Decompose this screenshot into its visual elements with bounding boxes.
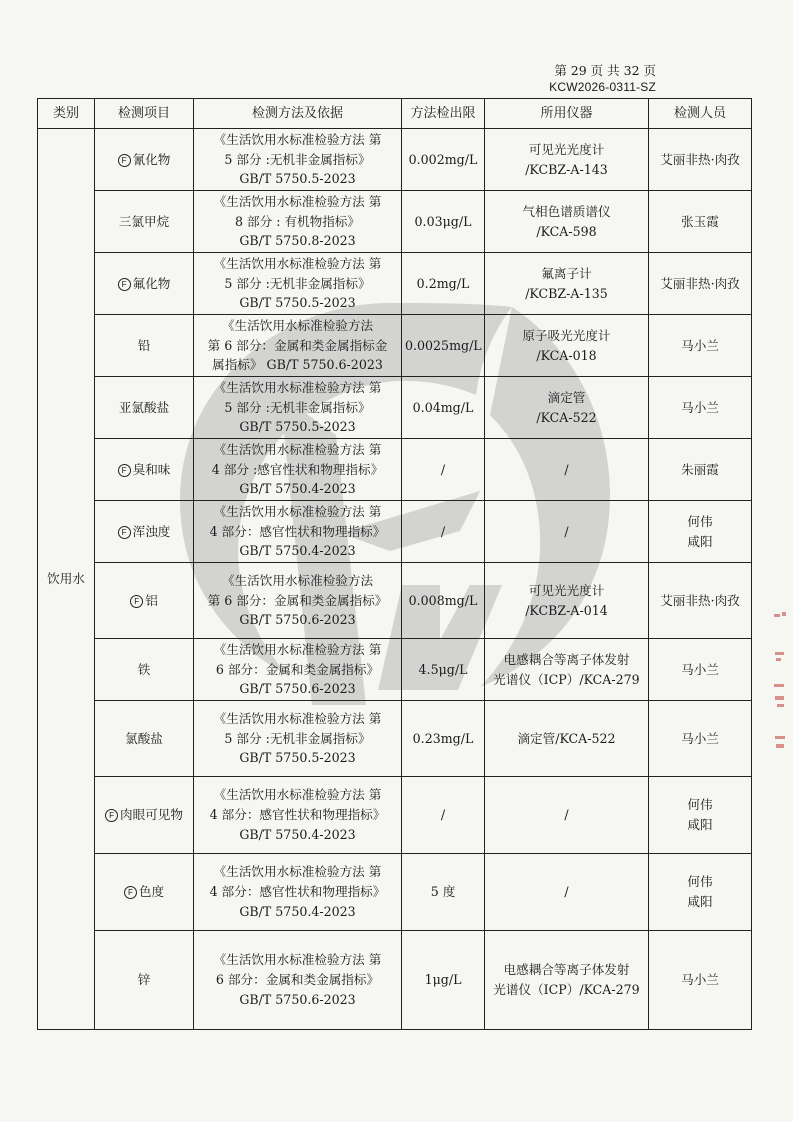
method-cell — [194, 439, 402, 501]
limit-cell: 0.002mg/L — [402, 129, 485, 191]
table-header — [38, 99, 752, 129]
item-name: 肉眼可见物 — [120, 807, 183, 823]
table-row — [38, 377, 752, 439]
instrument-cell — [485, 639, 649, 701]
method-line: 4 部分 :感官性状和物理指标》 — [211, 461, 384, 477]
limit-cell: 0.04mg/L — [402, 377, 485, 439]
instrument-cell — [485, 377, 649, 439]
col-header-staff: 检测人员 — [649, 99, 752, 129]
limit-cell: 0.03μg/L — [402, 191, 485, 253]
instrument-line: 滴定管/KCA-522 — [517, 730, 616, 746]
table-body — [38, 129, 752, 1030]
instrument-line: 可见光光度计 — [528, 582, 605, 598]
method-cell — [194, 563, 402, 639]
method-line: 《生活饮用水标准检验方法 第 — [213, 193, 382, 209]
item-name: 色度 — [138, 884, 165, 900]
instrument-line: 光谱仪（ICP）/KCA-279 — [493, 982, 640, 997]
staff-name: 马小兰 — [681, 399, 719, 415]
circled-f-icon: F — [130, 595, 143, 608]
method-line: GB/T 5750.6-2023 — [239, 991, 356, 1007]
staff-name: 艾丽非热·肉孜 — [660, 151, 740, 167]
staff-cell — [649, 701, 752, 777]
method-line: GB/T 5750.4-2023 — [239, 826, 356, 842]
instrument-cell — [485, 191, 649, 253]
method-line: 《生活饮用水标准检验方法 第 — [213, 787, 382, 803]
instrument-cell — [485, 501, 649, 563]
item-name: 三氯甲烷 — [118, 213, 170, 229]
item-cell — [95, 931, 194, 1030]
staff-cell — [649, 377, 752, 439]
item-cell — [95, 639, 194, 701]
table-row — [38, 701, 752, 777]
method-line: 5 部分 :无机非金属指标》 — [224, 151, 371, 167]
table-row — [38, 501, 752, 563]
item-name: 锌 — [137, 972, 151, 988]
method-line: 4 部分：感官性状和物理指标》 — [209, 807, 386, 823]
staff-cell — [649, 191, 752, 253]
method-line: 第 6 部分：金属和类金属指标金 — [207, 337, 388, 353]
circled-f-icon: F — [118, 154, 131, 167]
instrument-line: 气相色谱质谱仪 — [522, 203, 611, 219]
method-line: 4 部分：感官性状和物理指标》 — [209, 523, 386, 539]
limit-cell: / — [402, 501, 485, 563]
method-line: 《生活饮用水标准检验方法 第 — [213, 641, 382, 657]
item-cell — [95, 377, 194, 439]
staff-name: 马小兰 — [681, 337, 719, 353]
staff-cell — [649, 854, 752, 931]
item-cell — [95, 315, 194, 377]
circled-f-icon: F — [118, 278, 131, 291]
table-row — [38, 315, 752, 377]
instrument-line: 电感耦合等离子体发射 — [503, 962, 630, 978]
method-line: 属指标》 GB/T 5750.6-2023 — [212, 357, 383, 373]
limit-cell: 4.5μg/L — [402, 639, 485, 701]
method-line: GB/T 5750.5-2023 — [239, 171, 356, 187]
method-line: GB/T 5750.6-2023 — [239, 612, 356, 628]
method-cell — [194, 701, 402, 777]
method-cell — [194, 315, 402, 377]
instrument-line: 氟离子计 — [541, 265, 592, 281]
limit-cell: 1μg/L — [402, 931, 485, 1030]
method-line: GB/T 5750.8-2023 — [239, 233, 356, 249]
instrument-cell — [485, 563, 649, 639]
instrument-line: 光谱仪（ICP）/KCA-279 — [493, 671, 640, 687]
table-row — [38, 563, 752, 639]
item-name: 氯酸盐 — [125, 730, 163, 746]
limit-cell: 0.008mg/L — [402, 563, 485, 639]
staff-cell — [649, 315, 752, 377]
item-cell — [95, 191, 194, 253]
method-line: 8 部分 : 有机物指标》 — [234, 213, 360, 229]
method-cell — [194, 931, 402, 1030]
method-line: 《生活饮用水标准检验方法 第 — [213, 131, 382, 147]
item-name: 臭和味 — [132, 461, 171, 477]
method-line: GB/T 5750.4-2023 — [239, 543, 356, 559]
instrument-cell — [485, 253, 649, 315]
col-header-limit: 方法检出限 — [402, 99, 485, 129]
instrument-line: 可见光光度计 — [528, 141, 605, 157]
report-number: KCW2026-0311-SZ — [549, 80, 656, 94]
method-line: 《生活饮用水标准检验方法 第 — [213, 441, 382, 457]
instrument-cell — [485, 439, 649, 501]
method-line: GB/T 5750.4-2023 — [239, 903, 356, 919]
limit-cell: / — [402, 777, 485, 854]
item-name: 氟化物 — [132, 275, 171, 291]
method-cell — [194, 777, 402, 854]
item-cell — [95, 563, 194, 639]
method-line: 5 部分 :无机非金属指标》 — [224, 399, 371, 415]
instrument-cell — [485, 129, 649, 191]
circled-f-icon: F — [118, 526, 131, 539]
method-line: GB/T 5750.6-2023 — [239, 681, 356, 697]
instrument-line: /KCA-598 — [536, 223, 597, 239]
limit-cell: / — [402, 439, 485, 501]
method-line: 《生活饮用水标准检验方法 第 — [213, 379, 382, 395]
instrument-cell — [485, 777, 649, 854]
instrument-cell — [485, 854, 649, 931]
col-header-instrument: 所用仪器 — [485, 99, 649, 129]
page-header — [549, 62, 656, 96]
method-cell — [194, 377, 402, 439]
method-line: 《生活饮用水标准检验方法 第 — [213, 952, 382, 968]
circled-f-icon: F — [105, 809, 118, 822]
method-line: GB/T 5750.5-2023 — [239, 295, 356, 311]
item-name: 铅 — [137, 337, 151, 353]
col-header-method: 检测方法及依据 — [194, 99, 402, 129]
method-line: 5 部分 :无机非金属指标》 — [224, 730, 371, 746]
staff-name: 咸阳 — [687, 817, 713, 832]
instrument-line: /KCBZ-A-143 — [525, 161, 608, 177]
instrument-line: / — [564, 884, 569, 900]
staff-cell — [649, 931, 752, 1030]
item-cell — [95, 129, 194, 191]
table-row — [38, 129, 752, 191]
instrument-cell — [485, 701, 649, 777]
staff-name: 马小兰 — [681, 972, 719, 988]
item-cell — [95, 777, 194, 854]
item-cell — [95, 501, 194, 563]
instrument-line: /KCA-522 — [536, 409, 597, 425]
staff-name: 咸阳 — [687, 894, 713, 909]
instrument-line: 滴定管 — [547, 389, 586, 405]
limit-cell: 5 度 — [402, 854, 485, 931]
item-name: 浑浊度 — [132, 523, 171, 539]
method-line: 《生活饮用水标准检验方法 — [221, 572, 374, 588]
circled-f-icon: F — [118, 464, 131, 477]
staff-cell — [649, 253, 752, 315]
table-row — [38, 639, 752, 701]
item-cell — [95, 701, 194, 777]
staff-name: 艾丽非热·肉孜 — [660, 592, 740, 608]
staff-name: 朱丽霞 — [681, 461, 719, 477]
method-cell — [194, 501, 402, 563]
item-name: 亚氯酸盐 — [118, 399, 170, 415]
method-line: 《生活饮用水标准检验方法 第 — [213, 255, 382, 271]
instrument-line: / — [564, 807, 569, 823]
method-line: GB/T 5750.5-2023 — [239, 750, 356, 766]
circled-f-icon: F — [124, 886, 137, 899]
red-stamp-edge — [772, 600, 788, 760]
staff-cell — [649, 501, 752, 563]
method-line: 《生活饮用水标准检验方法 第 — [213, 503, 382, 519]
method-line: GB/T 5750.4-2023 — [239, 481, 356, 497]
item-cell — [95, 854, 194, 931]
table-row — [38, 439, 752, 501]
staff-name: 咸阳 — [687, 533, 713, 549]
staff-name: 何伟 — [687, 874, 713, 890]
method-line: 《生活饮用水标准检验方法 — [221, 317, 374, 333]
instrument-line: 电感耦合等离子体发射 — [503, 651, 630, 667]
method-cell — [194, 639, 402, 701]
method-cell — [194, 854, 402, 931]
instrument-line: / — [564, 461, 569, 477]
method-line: 6 部分：金属和类金属指标》 — [215, 972, 380, 988]
staff-cell — [649, 777, 752, 854]
table-row — [38, 931, 752, 1030]
table-row — [38, 191, 752, 253]
page-info: 第 29 页 共 32 页 — [554, 63, 656, 78]
table-row — [38, 854, 752, 931]
staff-cell — [649, 129, 752, 191]
header-row — [38, 99, 752, 129]
instrument-cell — [485, 931, 649, 1030]
method-cell — [194, 191, 402, 253]
method-line: GB/T 5750.5-2023 — [239, 419, 356, 435]
col-header-category: 类别 — [38, 99, 95, 129]
method-line: 5 部分 :无机非金属指标》 — [224, 275, 371, 291]
staff-cell — [649, 439, 752, 501]
col-header-item: 检测项目 — [95, 99, 194, 129]
item-cell — [95, 439, 194, 501]
staff-name: 马小兰 — [681, 661, 719, 677]
method-line: 第 6 部分：金属和类金属指标》 — [207, 592, 388, 608]
instrument-cell — [485, 315, 649, 377]
staff-cell — [649, 639, 752, 701]
method-line: 4 部分：感官性状和物理指标》 — [209, 884, 386, 900]
staff-name: 何伟 — [687, 513, 713, 529]
staff-name: 何伟 — [687, 797, 713, 813]
staff-cell — [649, 563, 752, 639]
instrument-line: 原子吸光光度计 — [522, 327, 611, 343]
category-cell: 饮用水 — [38, 129, 95, 1030]
method-line: 《生活饮用水标准检验方法 第 — [213, 710, 382, 726]
method-line: 《生活饮用水标准检验方法 第 — [213, 864, 382, 880]
staff-name: 艾丽非热·肉孜 — [660, 275, 740, 291]
instrument-line: /KCBZ-A-135 — [525, 285, 608, 301]
item-name: 铝 — [145, 592, 158, 608]
limit-cell: 0.0025mg/L — [402, 315, 485, 377]
item-name: 氰化物 — [132, 151, 171, 167]
limit-cell: 0.2mg/L — [402, 253, 485, 315]
method-cell — [194, 129, 402, 191]
staff-name: 马小兰 — [681, 730, 719, 746]
method-cell — [194, 253, 402, 315]
limit-cell: 0.23mg/L — [402, 701, 485, 777]
staff-name: 张玉霞 — [681, 213, 719, 229]
method-line: 6 部分：金属和类金属指标》 — [215, 661, 380, 677]
item-name: 铁 — [137, 661, 151, 677]
instrument-line: /KCBZ-A-014 — [525, 602, 608, 618]
instrument-line: / — [564, 523, 569, 539]
table-row — [38, 253, 752, 315]
test-results-table — [37, 98, 752, 1030]
instrument-line: /KCA-018 — [536, 347, 597, 363]
item-cell — [95, 253, 194, 315]
table-row — [38, 777, 752, 854]
